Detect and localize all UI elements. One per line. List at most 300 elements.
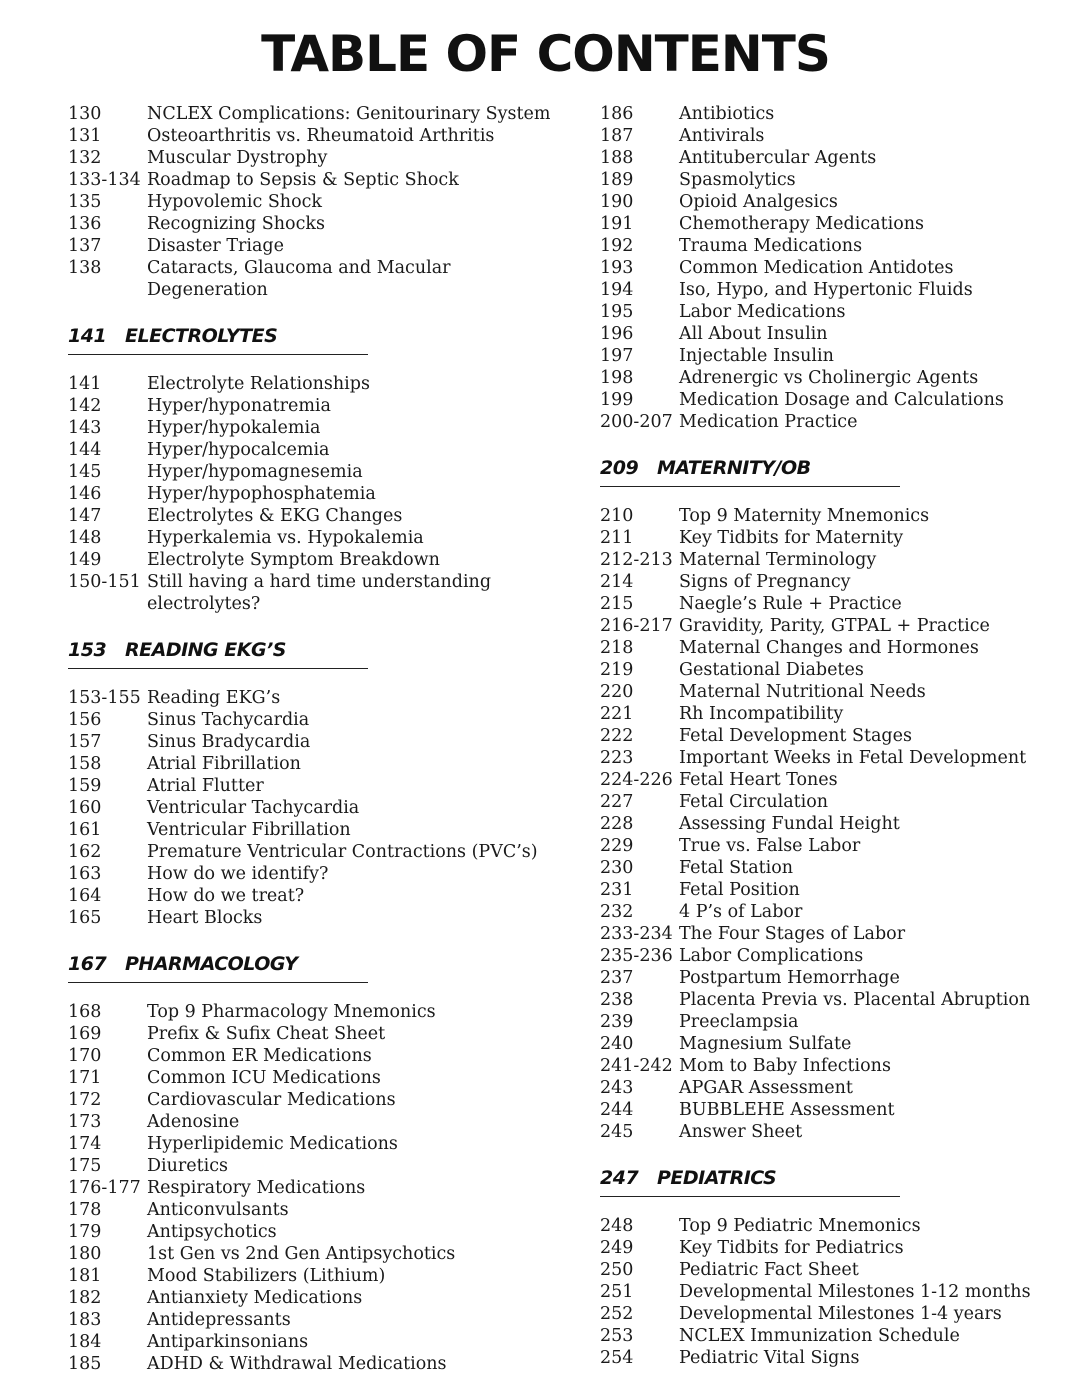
entry-page-number: 228 (600, 814, 634, 834)
entry-page-number: 227 (600, 792, 634, 812)
entry-title: Fetal Circulation (679, 792, 829, 812)
entry-title: Fetal Station (679, 858, 794, 878)
toc-entry (600, 549, 1060, 571)
entry-page-number: 196 (600, 324, 634, 344)
toc-entry (68, 841, 568, 863)
entry-title: Antivirals (679, 126, 765, 146)
entry-page-number: 233-234 (600, 924, 673, 944)
entry-title: Signs of Pregnancy (679, 572, 851, 592)
entry-page-number: 190 (600, 192, 634, 212)
toc-entry (600, 125, 1060, 147)
toc-entry (600, 367, 1060, 389)
toc-entry (68, 417, 568, 439)
entry-title: Magnesium Sulfate (679, 1034, 852, 1054)
entry-title: APGAR Assessment (679, 1078, 853, 1098)
entry-page-number: 131 (68, 126, 102, 146)
toc-entry (68, 1309, 568, 1331)
toc-entry (600, 615, 1060, 637)
toc-entry (68, 527, 568, 549)
section-header (600, 1143, 1060, 1215)
entry-title: Sinus Bradycardia (147, 732, 311, 752)
toc-entry (600, 791, 1060, 813)
entry-page-number: 145 (68, 462, 102, 482)
entry-title: All About Insulin (679, 324, 828, 344)
toc-entry (68, 1353, 568, 1375)
entry-page-number: 216-217 (600, 616, 673, 636)
entry-page-number: 137 (68, 236, 102, 256)
entry-title: Hyper/hypokalemia (147, 418, 321, 438)
entry-page-number: 160 (68, 798, 102, 818)
entry-page-number: 221 (600, 704, 634, 724)
entry-page-number: 224-226 (600, 770, 673, 790)
section-divider (600, 486, 900, 487)
entry-title: BUBBLEHE Assessment (679, 1100, 895, 1120)
entry-page-number: 150-151 (68, 572, 141, 592)
entry-title: Hypovolemic Shock (147, 192, 323, 212)
toc-entry (68, 1177, 568, 1199)
toc-entry (68, 1155, 568, 1177)
entry-page-number: 164 (68, 886, 102, 906)
toc-entry (68, 461, 568, 483)
entry-title: Naegle’s Rule + Practice (679, 594, 902, 614)
page-title: TABLE OF CONTENTS (261, 25, 830, 83)
entry-page-number: 146 (68, 484, 102, 504)
toc-entry (68, 797, 568, 819)
toc-entry (68, 753, 568, 775)
entry-page-number: 132 (68, 148, 102, 168)
entry-title: Hyperkalemia vs. Hypokalemia (147, 528, 424, 548)
toc-entry (600, 637, 1060, 659)
toc-entry (68, 373, 568, 395)
toc-entry (68, 549, 568, 571)
section-title (600, 1163, 776, 1193)
entry-page-number: 188 (600, 148, 634, 168)
entry-title: Electrolyte Symptom Breakdown (147, 550, 440, 570)
entry-title: Hyper/hypomagnesemia (147, 462, 363, 482)
toc-entry (68, 483, 568, 505)
entry-page-number: 194 (600, 280, 634, 300)
entry-page-number: 231 (600, 880, 634, 900)
entry-page-number: 189 (600, 170, 634, 190)
entry-page-number: 174 (68, 1134, 102, 1154)
entry-title: Heart Blocks (147, 908, 263, 928)
entry-page-number: 156 (68, 710, 102, 730)
entry-title: Hyper/hyponatremia (147, 396, 331, 416)
entry-page-number: 141 (68, 374, 102, 394)
toc-entry (68, 731, 568, 753)
toc-entry (600, 1055, 1060, 1077)
entry-title: Postpartum Hemorrhage (679, 968, 900, 988)
entry-page-number: 239 (600, 1012, 634, 1032)
entry-page-number: 165 (68, 908, 102, 928)
entry-page-number: 237 (600, 968, 634, 988)
entry-title: Maternal Nutritional Needs (679, 682, 926, 702)
entry-page-number: 169 (68, 1024, 102, 1044)
entry-page-number: 251 (600, 1282, 634, 1302)
entry-title: Rh Incompatibility (679, 704, 844, 724)
toc-entry (600, 103, 1060, 125)
entry-title: Atrial Flutter (147, 776, 264, 796)
entry-title: Antitubercular Agents (679, 148, 877, 168)
entry-title: Fetal Development Stages (679, 726, 912, 746)
toc-entry (68, 1001, 568, 1023)
toc-entry (600, 411, 1060, 433)
section-page-number: 167 (68, 953, 107, 975)
entry-title: Medication Practice (679, 412, 858, 432)
toc-entry (68, 257, 568, 301)
entry-page-number: 219 (600, 660, 634, 680)
entry-title: Common ICU Medications (147, 1068, 381, 1088)
toc-entry (68, 1287, 568, 1309)
entry-title: Preeclampsia (679, 1012, 799, 1032)
entry-page-number: 198 (600, 368, 634, 388)
entry-page-number: 176-177 (68, 1178, 141, 1198)
entry-page-number: 191 (600, 214, 634, 234)
entry-page-number: 159 (68, 776, 102, 796)
entry-title: Fetal Heart Tones (679, 770, 838, 790)
entry-title: 4 P’s of Labor (679, 902, 803, 922)
entry-page-number: 158 (68, 754, 102, 774)
entry-page-number: 130 (68, 104, 102, 124)
entry-page-number: 147 (68, 506, 102, 526)
entry-page-number: 133-134 (68, 170, 141, 190)
entry-title: The Four Stages of Labor (679, 924, 906, 944)
entry-page-number: 249 (600, 1238, 634, 1258)
toc-entry (600, 1303, 1060, 1325)
entry-title: Mom to Baby Infections (679, 1056, 891, 1076)
toc-entry (600, 323, 1060, 345)
toc-entry (600, 703, 1060, 725)
entry-page-number: 182 (68, 1288, 102, 1308)
section-heading: READING EKG’S (125, 639, 286, 661)
toc-entry (68, 235, 568, 257)
toc-entry (600, 725, 1060, 747)
toc-entry (600, 1281, 1060, 1303)
entry-title: Cataracts, Glaucoma and Macular Degeneration (147, 258, 451, 300)
entry-page-number: 185 (68, 1354, 102, 1374)
entry-title: Anticonvulsants (147, 1200, 289, 1220)
section-heading: PHARMACOLOGY (125, 953, 298, 975)
toc-entry (68, 103, 568, 125)
entry-page-number: 229 (600, 836, 634, 856)
toc-entry (68, 1111, 568, 1133)
toc-entry (68, 125, 568, 147)
entry-page-number: 171 (68, 1068, 102, 1088)
toc-entry (68, 1023, 568, 1045)
entry-page-number: 149 (68, 550, 102, 570)
toc-entry (600, 857, 1060, 879)
toc-entry (68, 1265, 568, 1287)
section-title (68, 635, 286, 665)
toc-entry (600, 1325, 1060, 1347)
toc-entry (600, 901, 1060, 923)
toc-entry (600, 169, 1060, 191)
entry-page-number: 183 (68, 1310, 102, 1330)
toc-entry (68, 213, 568, 235)
toc-entry (600, 279, 1060, 301)
section-page-number: 209 (600, 457, 639, 479)
toc-entry (600, 257, 1060, 279)
entry-title: Sinus Tachycardia (147, 710, 310, 730)
toc-entry (68, 1221, 568, 1243)
entry-page-number: 148 (68, 528, 102, 548)
entry-title: Atrial Fibrillation (147, 754, 301, 774)
entry-title: Maternal Terminology (679, 550, 877, 570)
entry-page-number: 214 (600, 572, 634, 592)
entry-page-number: 243 (600, 1078, 634, 1098)
section-header (68, 615, 568, 687)
section-divider (600, 1196, 900, 1197)
entry-page-number: 143 (68, 418, 102, 438)
section-title (68, 321, 277, 351)
entry-page-number: 142 (68, 396, 102, 416)
toc-entry (68, 505, 568, 527)
toc-entry (68, 1243, 568, 1265)
entry-page-number: 153-155 (68, 688, 141, 708)
entry-page-number: 200-207 (600, 412, 673, 432)
entry-page-number: 175 (68, 1156, 102, 1176)
toc-entry (68, 169, 568, 191)
toc-entry (600, 1121, 1060, 1143)
toc-entry (600, 747, 1060, 769)
entry-title: Recognizing Shocks (147, 214, 325, 234)
entry-page-number: 193 (600, 258, 634, 278)
entry-title: Antidepressants (147, 1310, 291, 1330)
entry-title: Ventricular Tachycardia (147, 798, 360, 818)
entry-title: Pediatric Vital Signs (679, 1348, 860, 1368)
entry-title: Roadmap to Sepsis & Septic Shock (147, 170, 459, 190)
entry-title: Opioid Analgesics (679, 192, 838, 212)
toc-entry (68, 1045, 568, 1067)
entry-title: Hyper/hypophosphatemia (147, 484, 376, 504)
entry-title: Labor Complications (679, 946, 864, 966)
toc-entry (68, 687, 568, 709)
entry-page-number: 210 (600, 506, 634, 526)
toc-entry (600, 527, 1060, 549)
entry-page-number: 212-213 (600, 550, 673, 570)
entry-title: Key Tidbits for Pediatrics (679, 1238, 904, 1258)
entry-title: Chemotherapy Medications (679, 214, 924, 234)
toc-entry (68, 147, 568, 169)
entry-title: How do we treat? (147, 886, 305, 906)
toc-entry (600, 1077, 1060, 1099)
entry-title: Adrenergic vs Cholinergic Agents (679, 368, 979, 388)
entry-page-number: 172 (68, 1090, 102, 1110)
entry-page-number: 180 (68, 1244, 102, 1264)
entry-title: Spasmolytics (679, 170, 796, 190)
entry-page-number: 138 (68, 258, 102, 278)
entry-page-number: 168 (68, 1002, 102, 1022)
toc-entry (68, 775, 568, 797)
entry-page-number: 192 (600, 236, 634, 256)
entry-title: Top 9 Pediatric Mnemonics (679, 1216, 921, 1236)
toc-entry (600, 989, 1060, 1011)
entry-page-number: 173 (68, 1112, 102, 1132)
entry-title: Top 9 Pharmacology Mnemonics (147, 1002, 436, 1022)
entry-title: Antipsychotics (147, 1222, 277, 1242)
entry-page-number: 218 (600, 638, 634, 658)
toc-entry (600, 835, 1060, 857)
right-column (600, 103, 1060, 1369)
toc-entry (600, 1033, 1060, 1055)
entry-title: Antibiotics (679, 104, 775, 124)
section-page-number: 141 (68, 325, 107, 347)
entry-title: Top 9 Maternity Mnemonics (679, 506, 930, 526)
toc-entry (600, 1215, 1060, 1237)
section-heading: ELECTROLYTES (125, 325, 278, 347)
entry-page-number: 144 (68, 440, 102, 460)
toc-entry (600, 967, 1060, 989)
entry-page-number: 199 (600, 390, 634, 410)
entry-page-number: 238 (600, 990, 634, 1010)
entry-page-number: 187 (600, 126, 634, 146)
entry-title: Osteoarthritis vs. Rheumatoid Arthritis (147, 126, 495, 146)
entry-page-number: 178 (68, 1200, 102, 1220)
entry-title: Important Weeks in Fetal Development (679, 748, 1027, 768)
entry-title: NCLEX Complications: Genitourinary System (147, 104, 551, 124)
entry-title: Hyper/hypocalcemia (147, 440, 330, 460)
toc-entry (600, 1347, 1060, 1369)
entry-title: Trauma Medications (679, 236, 863, 256)
entry-title: 1st Gen vs 2nd Gen Antipsychotics (147, 1244, 456, 1264)
entry-page-number: 163 (68, 864, 102, 884)
toc-entry (600, 235, 1060, 257)
entry-page-number: 161 (68, 820, 102, 840)
section-title (68, 949, 297, 979)
entry-title: Pediatric Fact Sheet (679, 1260, 859, 1280)
section-header (600, 433, 1060, 505)
entry-title: Developmental Milestones 1-12 months (679, 1282, 1031, 1302)
entry-title: Answer Sheet (679, 1122, 803, 1142)
entry-title: Iso, Hypo, and Hypertonic Fluids (679, 280, 973, 300)
section-divider (68, 354, 368, 355)
entry-title: Key Tidbits for Maternity (679, 528, 904, 548)
entry-title: Cardiovascular Medications (147, 1090, 396, 1110)
toc-entry (600, 813, 1060, 835)
entry-page-number: 244 (600, 1100, 634, 1120)
toc-entry (600, 505, 1060, 527)
toc-entry (600, 593, 1060, 615)
toc-entry (600, 1259, 1060, 1281)
section-header (68, 301, 568, 373)
entry-page-number: 215 (600, 594, 634, 614)
toc-entry (600, 659, 1060, 681)
toc-entry (68, 439, 568, 461)
entry-title: Gravidity, Parity, GTPAL + Practice (679, 616, 990, 636)
entry-title: Antiparkinsonians (147, 1332, 309, 1352)
entry-title: Adenosine (147, 1112, 240, 1132)
toc-entry (68, 907, 568, 929)
left-column (68, 103, 568, 1375)
entry-title: Assessing Fundal Height (679, 814, 900, 834)
entry-title: Muscular Dystrophy (147, 148, 328, 168)
entry-page-number: 223 (600, 748, 634, 768)
entry-page-number: 220 (600, 682, 634, 702)
entry-title: Antianxiety Medications (147, 1288, 363, 1308)
entry-title: Maternal Changes and Hormones (679, 638, 979, 658)
toc-entry (600, 301, 1060, 323)
entry-title: Fetal Position (679, 880, 800, 900)
entry-page-number: 222 (600, 726, 634, 746)
section-page-number: 247 (600, 1167, 639, 1189)
toc-entry (600, 879, 1060, 901)
toc-entry (68, 395, 568, 417)
toc-entry (68, 1089, 568, 1111)
entry-page-number: 248 (600, 1216, 634, 1236)
toc-entry (68, 191, 568, 213)
entry-title: Common Medication Antidotes (679, 258, 954, 278)
section-heading: MATERNITY/OB (657, 457, 811, 479)
toc-entry (68, 819, 568, 841)
entry-page-number: 245 (600, 1122, 634, 1142)
entry-page-number: 170 (68, 1046, 102, 1066)
toc-entry (68, 885, 568, 907)
toc-entry (600, 571, 1060, 593)
section-divider (68, 982, 368, 983)
toc-entry (68, 1331, 568, 1353)
entry-page-number: 254 (600, 1348, 634, 1368)
entry-title: Still having a hard time understanding electrolytes? (147, 572, 492, 614)
entry-title: True vs. False Labor (679, 836, 861, 856)
entry-title: Developmental Milestones 1-4 years (679, 1304, 1002, 1324)
toc-entry (600, 147, 1060, 169)
toc-entry (600, 345, 1060, 367)
toc-entry (68, 1067, 568, 1089)
entry-page-number: 181 (68, 1266, 102, 1286)
entry-page-number: 157 (68, 732, 102, 752)
entry-page-number: 197 (600, 346, 634, 366)
entry-title: Labor Medications (679, 302, 846, 322)
entry-page-number: 240 (600, 1034, 634, 1054)
entry-page-number: 253 (600, 1326, 634, 1346)
entry-title: Premature Ventricular Contractions (PVC’s) (147, 842, 538, 862)
entry-title: Placenta Previa vs. Placental Abruption (679, 990, 1031, 1010)
entry-page-number: 179 (68, 1222, 102, 1242)
toc-entry (68, 1133, 568, 1155)
entry-title: NCLEX Immunization Schedule (679, 1326, 960, 1346)
toc-entry (600, 191, 1060, 213)
entry-title: Electrolyte Relationships (147, 374, 370, 394)
toc-entry (600, 923, 1060, 945)
entry-page-number: 195 (600, 302, 634, 322)
entry-title: Reading EKG’s (147, 688, 281, 708)
entry-title: Hyperlipidemic Medications (147, 1134, 398, 1154)
toc-entry (600, 1011, 1060, 1033)
entry-title: Prefix & Sufix Cheat Sheet (147, 1024, 386, 1044)
entry-page-number: 230 (600, 858, 634, 878)
toc-entry (68, 571, 568, 615)
entry-title: Disaster Triage (147, 236, 284, 256)
toc-entry (600, 945, 1060, 967)
toc-entry (600, 1099, 1060, 1121)
section-header (68, 929, 568, 1001)
entry-title: How do we identify? (147, 864, 329, 884)
entry-title: Ventricular Fibrillation (147, 820, 351, 840)
section-page-number: 153 (68, 639, 107, 661)
entry-page-number: 162 (68, 842, 102, 862)
toc-entry (600, 681, 1060, 703)
section-title (600, 453, 811, 483)
entry-title: Respiratory Medications (147, 1178, 366, 1198)
entry-title: Electrolytes & EKG Changes (147, 506, 403, 526)
entry-page-number: 250 (600, 1260, 634, 1280)
entry-page-number: 232 (600, 902, 634, 922)
entry-title: Medication Dosage and Calculations (679, 390, 1004, 410)
section-heading: PEDIATRICS (657, 1167, 777, 1189)
toc-entry (600, 389, 1060, 411)
entry-title: Diuretics (147, 1156, 229, 1176)
toc-entry (68, 709, 568, 731)
